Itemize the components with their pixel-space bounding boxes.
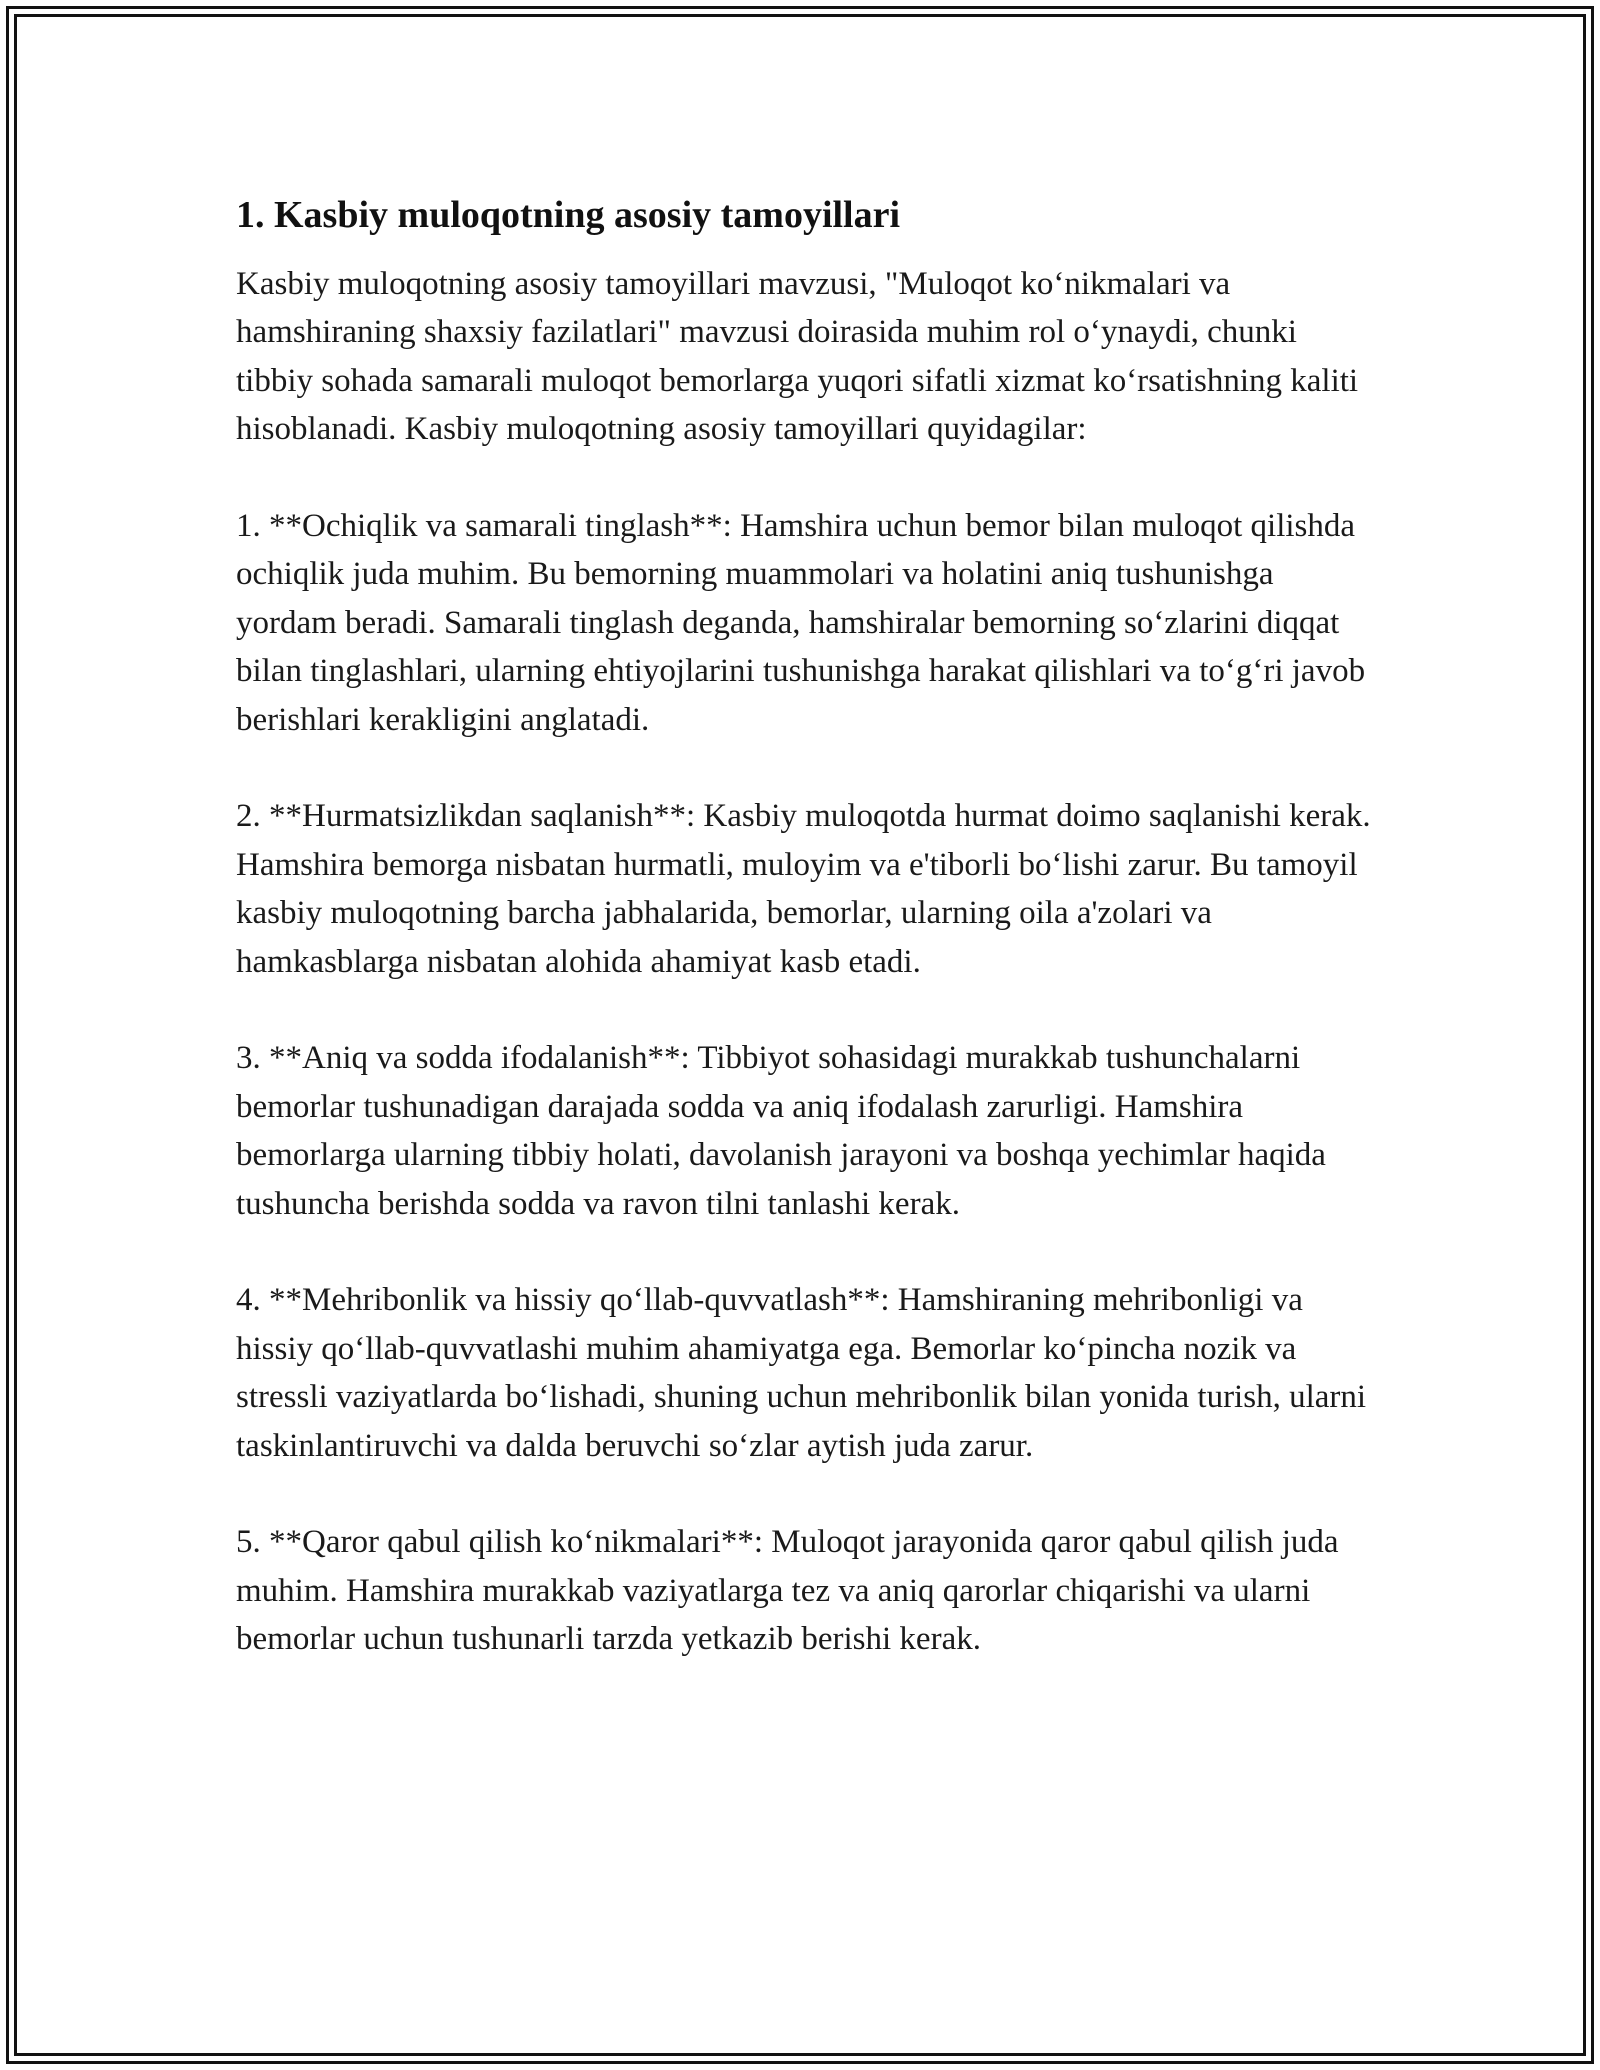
principle-paragraph-2: 2. **Hurmatsizlikdan saqlanish**: Kasbiy muloqotda hurmat doimo saqlanishi kerak. Hamshira bemorga nisbatan hurmatli, muloyim va e'tiborli bo‘lishi zarur. Bu tamoyil kasbiy muloqotning barcha jabhalarida, bemorlar, ularning oila a'zolari va hamkasblarga nisbatan alohida ahamiyat kasb etadi. — [236, 798, 1371, 980]
principle-paragraph-1: 1. **Ochiqlik va samarali tinglash**: Hamshira uchun bemor bilan muloqot qilishda ochiqlik juda muhim. Bu bemorning muammolari va holatini aniq tushunishga yordam beradi. Samarali tinglash deganda, hamshiralar bemorning so‘zlarini diqqat bilan tinglashlari, ularning ehtiyojlarini tushunishga harakat qilishlari va to‘g‘ri javob berishlari kerakligini anglatadi. — [236, 508, 1366, 738]
intro-paragraph: Kasbiy muloqotning asosiy tamoyillari mavzusi, "Muloqot ko‘nikmalari va hamshiraning shaxsiy fazilatlari" mavzusi doirasida muhim rol o‘ynaydi, chunki tibbiy sohada samarali muloqot bemorlarga yuqori sifatli xizmat ko‘rsatishning kaliti hisoblanadi. Kasbiy muloqotning asosiy tamoyillari quyidagilar: — [236, 266, 1359, 448]
principle-paragraph-3: 3. **Aniq va sodda ifodalanish**: Tibbiyot sohasidagi murakkab tushunchalarni bemorlar tushunadigan darajada sodda va aniq ifodalash zarurligi. Hamshira bemorlarga ularning tibbiy holati, davolanish jarayoni va boshqa yechimlar haqida tushuncha berishda sodda va ravon tilni tanlashi kerak. — [236, 1040, 1326, 1222]
section-heading: 1. Kasbiy muloqotning asosiy tamoyillari — [236, 194, 901, 236]
document-body — [236, 188, 1376, 1664]
principle-paragraph-5: 5. **Qaror qabul qilish ko‘nikmalari**: Muloqot jarayonida qaror qabul qilish juda muhim. Hamshira murakkab vaziyatlarga tez va aniq qarorlar chiqarishi va ularni bemorlar uchun tushunarli tarzda yetkazib berishi kerak. — [236, 1524, 1339, 1658]
principle-paragraph-4: 4. **Mehribonlik va hissiy qo‘llab-quvvatlash**: Hamshiraning mehribonligi va hissiy qo‘llab-quvvatlashi muhim ahamiyatga ega. Bemorlar ko‘pincha nozik va stressli vaziyatlarda bo‘lishadi, shuning uchun mehribonlik bilan yonida turish, ularni taskinlantiruvchi va dalda beruvchi so‘zlar aytish juda zarur. — [236, 1282, 1367, 1464]
